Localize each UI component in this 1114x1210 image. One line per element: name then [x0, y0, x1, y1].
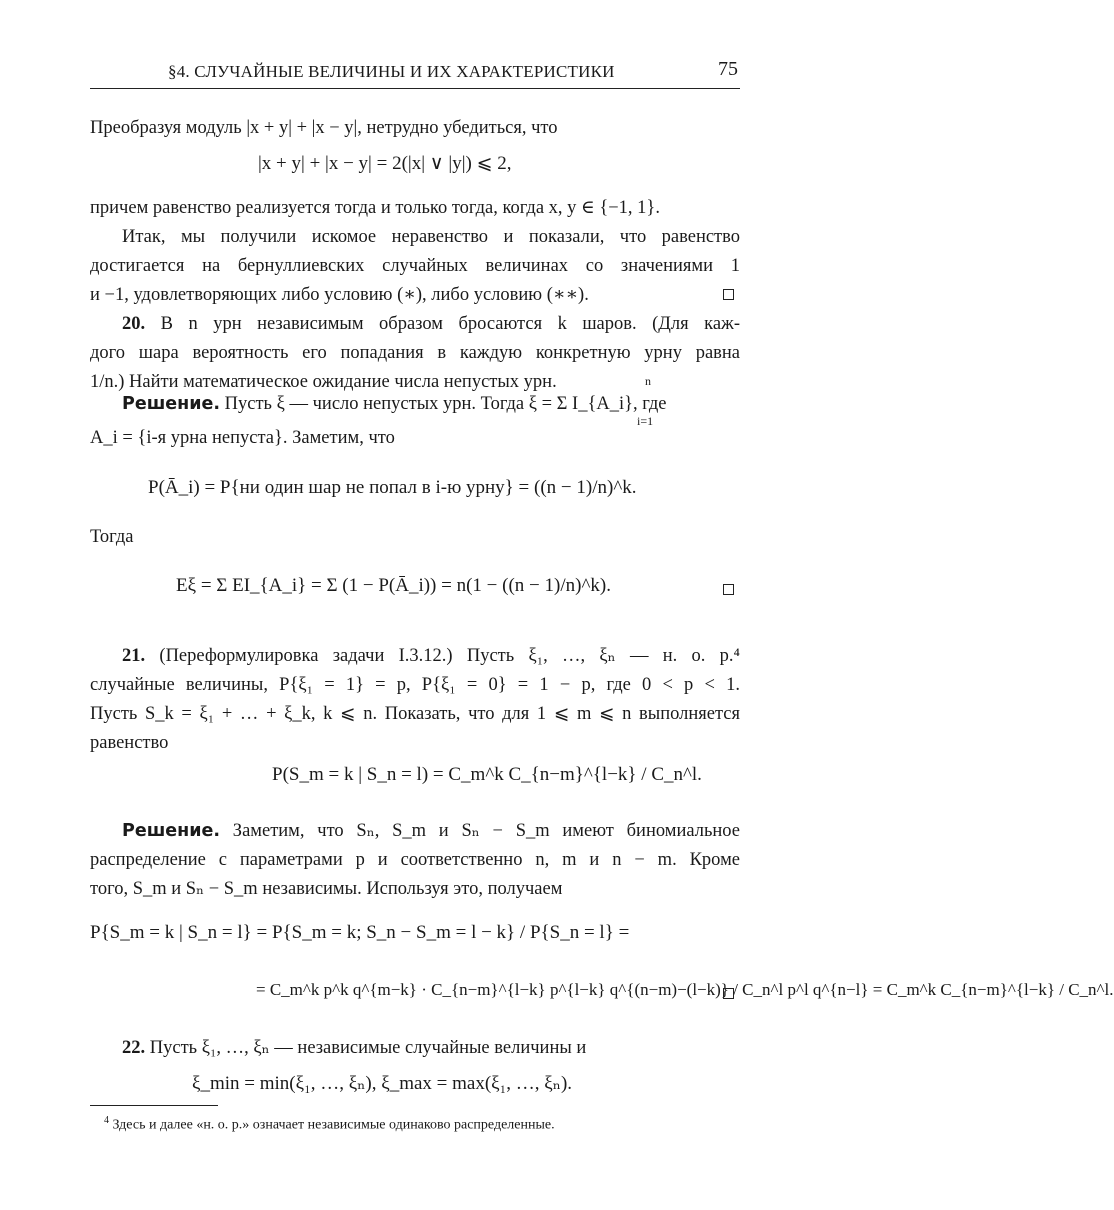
running-title: §4. СЛУЧАЙНЫЕ ВЕЛИЧИНЫ И ИХ ХАРАКТЕРИСТИКИ	[168, 62, 615, 81]
problem-22-text-1: Пусть ξ₁, …, ξₙ — независимые случайные величины и	[149, 1038, 587, 1058]
page-header	[90, 58, 740, 89]
formula-conditional-derivation-1: P{S_m = k | S_n = l} = P{S_m = k; S_n − S_m = l − k} / P{S_n = l} =	[90, 922, 630, 943]
page-number: 75	[718, 58, 738, 80]
problem-20-line-1	[90, 310, 740, 339]
footnote-text: Здесь и далее «н. о. р.» означает независимые одинаково распределенные.	[112, 1117, 555, 1133]
problem-21-text-1: (Переформулировка задачи I.3.12.) Пусть ξ₁, …, ξₙ — н. о. р.⁴	[159, 646, 740, 666]
qed-square	[723, 584, 734, 595]
problem-21-number: 21.	[122, 646, 146, 666]
formula-modulus-bound: |x + y| + |x − y| = 2(|x| ∨ |y|) ⩽ 2,	[258, 153, 512, 174]
paragraph-conclusion-line-2: достигается на бернуллиевских случайных величинах со значениями 1	[90, 256, 740, 276]
solution-21-line-1	[90, 817, 740, 846]
footnote	[104, 1112, 555, 1135]
problem-21-line-2: случайные величины, P{ξ₁ = 1} = p, P{ξ₁ = 0} = 1 − p, где 0 < p < 1.	[90, 675, 740, 695]
sum-lower-limit: i=1	[637, 414, 654, 428]
problem-22-number: 22.	[122, 1038, 146, 1058]
qed-square	[723, 988, 734, 999]
formula-conditional-binomial: P(S_m = k | S_n = l) = C_m^k C_{n−m}^{l−k} / C_n^l.	[272, 764, 702, 785]
footnote-rule	[90, 1105, 218, 1106]
problem-20-line-2: дого шара вероятность его попадания в каждую конкретную урну равна	[90, 343, 740, 363]
problem-20-line-3: 1/n.) Найти математическое ожидание числа непустых урн.	[90, 372, 557, 392]
solution-21-line-3: того, S_m и Sₙ − S_m независимы. Используя это, получаем	[90, 879, 563, 899]
paragraph-conclusion-line-1: Итак, мы получили искомое неравенство и показали, что равенство	[122, 227, 740, 247]
problem-21-line-3: Пусть S_k = ξ₁ + … + ξ_k, k ⩽ n. Показать, что для 1 ⩽ m ⩽ n выполняется	[90, 704, 740, 724]
problem-20-text-1: В n урн независимым образом бросаются k шаров. (Для каж-	[160, 314, 740, 334]
formula-prob-empty-urn: P(Ā_i) = P{ни один шар не попал в i-ю урну} = ((n − 1)/n)^k.	[148, 477, 637, 498]
sum-upper-limit: n	[645, 374, 651, 388]
paragraph-equality-condition: причем равенство реализуется тогда и только тогда, когда x, y ∈ {−1, 1}.	[90, 198, 660, 218]
solution-20-label: Решение.	[122, 394, 221, 414]
solution-21-text-1: Заметим, что Sₙ, S_m и Sₙ − S_m имеют биномиальное	[232, 821, 740, 841]
problem-22-line-1	[90, 1034, 740, 1063]
solution-20-then: Тогда	[90, 527, 134, 547]
paragraph-conclusion-line-3: и −1, удовлетворяющих либо условию (∗), либо условию (∗∗).	[90, 285, 589, 305]
solution-20-line-2: A_i = {i-я урна непуста}. Заметим, что	[90, 428, 395, 448]
solution-21-line-2: распределение с параметрами p и соответственно n, m и n − m. Кроме	[90, 850, 740, 870]
problem-21-line-1	[90, 642, 740, 671]
problem-20-number: 20.	[122, 314, 146, 334]
formula-conditional-derivation-2: = C_m^k p^k q^{m−k} · C_{n−m}^{l−k} p^{l−k} q^{(n−m)−(l−k)} / C_n^l p^l q^{n−l} = C_m^k C_{n−m}^{l−k} / C_n^l.	[256, 980, 1114, 999]
formula-min-max: ξ_min = min(ξ₁, …, ξₙ), ξ_max = max(ξ₁, …, ξₙ).	[192, 1073, 573, 1094]
formula-expectation: Eξ = Σ EI_{A_i} = Σ (1 − P(Ā_i)) = n(1 − ((n − 1)/n)^k).	[176, 575, 611, 596]
footnote-mark: 4	[104, 1115, 109, 1126]
paragraph-modulus: Преобразуя модуль |x + y| + |x − y|, нетрудно убедиться, что	[90, 118, 558, 138]
qed-square	[723, 289, 734, 300]
problem-21-line-4: равенство	[90, 733, 169, 753]
solution-21-label: Решение.	[122, 821, 221, 841]
solution-20-text-1: Пусть ξ — число непустых урн. Тогда ξ = Σ I_{A_i}, где	[224, 394, 667, 414]
